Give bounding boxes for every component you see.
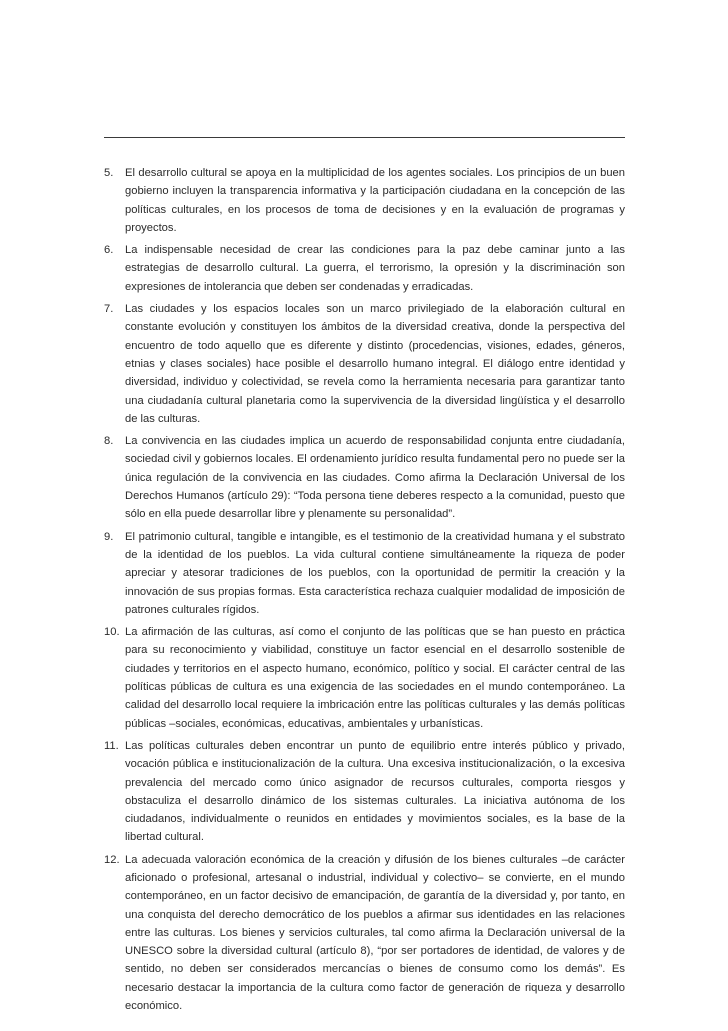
list-item-6: [104, 241, 625, 296]
item-number: 7.: [104, 303, 114, 316]
item-number: 9.: [104, 530, 114, 543]
item-number: 6.: [104, 244, 114, 257]
list-item-11: [104, 737, 625, 847]
item-number: 8.: [104, 435, 114, 448]
list-item-5: [104, 164, 625, 237]
item-text: La afirmación de las culturas, así como el conjunto de las políticas que se han puesto en práctica para su reconocimiento y viabilidad, constituye un factor esencial en el desarrollo sostenible de ciudades y territorios en el aspecto humano, económico, político y social. El carácter central de las políticas públicas de cultura es una exigencia de las sociedades en el mundo contemporáneo. La calidad del desarrollo local requiere la imbricación entre las políticas culturales y las demás políticas públicas –sociales, económicas, educativas, ambientales y urbanísticas.: [125, 626, 625, 730]
item-text: El patrimonio cultural, tangible e intangible, es el testimonio de la creatividad humana y el substrato de la identidad de los pueblos. La vida cultural contiene simultáneamente la riqueza de poder apreciar y atesorar tradiciones de los pueblos, con la oportunidad de permitir la creación y la innovación de sus propias formas. Esta característica rechaza cualquier modalidad de imposición de patrones culturales rígidos.: [125, 530, 625, 616]
item-text: Las políticas culturales deben encontrar un punto de equilibrio entre interés público y privado, vocación pública e institucionalización de la cultura. Una excesiva institucionalización, o la excesiva prevalencia del mercado como único asignador de recursos culturales, comporta riesgos y obstaculiza el desarrollo dinámico de los sistemas culturales. La iniciativa autónoma de los ciudadanos, individualmente o reunidos en entidades y movimientos sociales, es la base de la libertad cultural.: [125, 739, 625, 844]
list-item-10: [104, 623, 625, 733]
item-number: 10.: [104, 626, 120, 639]
item-number: 12.: [104, 853, 120, 866]
item-text: Las ciudades y los espacios locales son un marco privilegiado de la elaboración cultural en constante evolución y constituyen los ámbitos de la diversidad creativa, donde la perspectiva del encuentro de todo aquello que es diferente y distinto (procedencias, visiones, edades, géneros, etnias y clases sociales) hace posible el desarrollo humano integral. El diálogo entre identidad y diversidad, individuo y colectividad, se revela como la herramienta necesaria para garantizar tanto una ciudadanía cultural planetaria como la supervivencia de la diversidad lingüística y el desarrollo de las culturas.: [125, 303, 625, 425]
list-item-12: [104, 851, 625, 1016]
list-item-7: [104, 300, 625, 428]
item-number: 5.: [104, 167, 114, 179]
top-divider: [104, 137, 625, 138]
list-item-9: [104, 528, 625, 619]
list-item-8: [104, 432, 625, 523]
item-text: La indispensable necesidad de crear las condiciones para la paz debe caminar junto a las estrategias de desarrollo cultural. La guerra, el terrorismo, la opresión y la discriminación son expresiones de intolerancia que deben ser condenadas y erradicadas.: [125, 244, 625, 293]
item-text: La convivencia en las ciudades implica un acuerdo de responsabilidad conjunta entre ciudadanía, sociedad civil y gobiernos locales. El ordenamiento jurídico resulta fundamental pero no puede ser la única regulación de la convivencia en las ciudades. Como afirma la Declaración Universal de los Derechos Humanos (artículo 29): “Toda persona tiene deberes respecto a la comunidad, puesto que sólo en ella puede desarrollar libre y plenamente su personalidad”.: [125, 435, 625, 521]
item-text: La adecuada valoración económica de la creación y difusión de los bienes culturales –de carácter aficionado o profesional, artesanal o industrial, individual y colectivo– se convierte, en el mundo contemporáneo, en un factor decisivo de emancipación, de garantía de la diversidad y, por tanto, en una conquista del derecho democrático de los pueblos a afirmar sus identidades en las relaciones entre las culturas. Los bienes y servicios culturales, tal como afirma la Declaración universal de la UNESCO sobre la diversidad cultural (artículo 8), “por ser portadores de identidad, de valores y de sentido, no deben ser considerados mercancías o bienes de consumo como los demás”. Es necesario destacar la importancia de la cultura como factor de generación de riqueza y desarrollo económico.: [125, 853, 625, 1013]
item-number: 11.: [104, 739, 119, 752]
numbered-principles-list: [104, 164, 625, 1019]
item-text: El desarrollo cultural se apoya en la multiplicidad de los agentes sociales. Los principios de un buen gobierno incluyen la transparencia informativa y la participación ciudadana en la concepción de las políticas culturales, en los procesos de toma de decisiones y en la evaluación de programas y proyectos.: [125, 167, 625, 234]
